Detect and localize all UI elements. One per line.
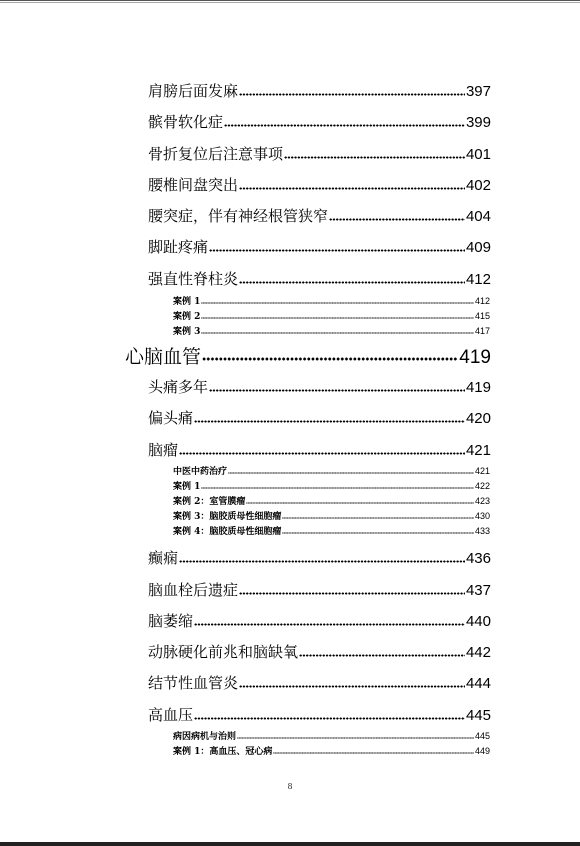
toc-entry-title: 案例 3 xyxy=(173,327,201,337)
toc-entry-title: 案例 3：脑胶质母性细胞瘤 xyxy=(173,512,282,522)
toc-subsection-entry[interactable] xyxy=(173,729,490,741)
toc-subsection-entry[interactable] xyxy=(173,309,490,321)
toc-entry-title: 头痛多年 xyxy=(148,378,209,396)
toc-entry-title: 腰突症，伴有神经根管狭窄 xyxy=(148,207,329,225)
toc-section-entry[interactable] xyxy=(148,672,491,692)
dot-leader xyxy=(224,123,465,127)
toc-section-entry[interactable] xyxy=(148,704,491,724)
page-bottom-border xyxy=(0,842,580,846)
toc-section-entry[interactable] xyxy=(148,236,491,256)
dot-leader xyxy=(282,517,474,519)
toc-subsection-entry[interactable] xyxy=(173,479,490,491)
toc-section-entry[interactable] xyxy=(148,268,491,288)
dot-leader xyxy=(284,155,465,159)
toc-section-entry[interactable] xyxy=(148,80,491,100)
toc-entry-page-number: 449 xyxy=(474,746,490,756)
toc-entry-title: 脑萎缩 xyxy=(148,612,194,630)
dot-leader xyxy=(282,532,474,534)
dot-leader xyxy=(209,248,465,252)
toc-entry-title: 腰椎间盘突出 xyxy=(148,176,239,194)
toc-section-entry[interactable] xyxy=(148,205,491,225)
toc-entry-page-number: 397 xyxy=(465,83,491,100)
toc-section-entry[interactable] xyxy=(148,111,491,131)
toc-subsection-entry[interactable] xyxy=(173,744,490,756)
toc-entry-page-number: 422 xyxy=(474,481,490,491)
toc-entry-page-number: 415 xyxy=(474,311,490,321)
toc-entry-title: 癫痫 xyxy=(148,549,179,567)
dot-leader xyxy=(246,502,474,504)
toc-entry-title: 案例 4：脑胶质母性细胞瘤 xyxy=(173,527,282,537)
toc-entry-title: 强直性脊柱炎 xyxy=(148,270,239,288)
toc-section-entry[interactable] xyxy=(148,610,491,630)
toc-entry-title: 案例 2：室管膜瘤 xyxy=(173,497,246,507)
toc-entry-title: 案例 1 xyxy=(173,297,201,307)
toc-subsection-entry[interactable] xyxy=(173,464,490,476)
toc-entry-page-number: 421 xyxy=(465,442,491,459)
dot-leader xyxy=(299,653,465,657)
dot-leader xyxy=(239,186,465,190)
toc-entry-page-number: 420 xyxy=(465,410,491,427)
toc-section-entry[interactable] xyxy=(148,143,491,163)
toc-entry-page-number: 445 xyxy=(474,731,490,741)
toc-subsection-entry[interactable] xyxy=(173,509,490,521)
toc-entry-title: 髌骨软化症 xyxy=(148,113,224,131)
toc-entry-title: 心脑血管 xyxy=(125,346,202,368)
toc-entry-title: 病因病机与治则 xyxy=(173,732,237,742)
dot-leader xyxy=(194,419,465,423)
toc-subsection-entry[interactable] xyxy=(173,294,490,306)
dot-leader xyxy=(329,217,465,221)
toc-entry-title: 案例 1：高血压、冠心病 xyxy=(173,747,273,757)
toc-entry-title: 脑瘤 xyxy=(148,441,179,459)
dot-leader xyxy=(201,487,474,489)
toc-entry-page-number: 436 xyxy=(465,550,491,567)
dot-leader xyxy=(194,716,465,720)
toc-section-entry[interactable] xyxy=(148,376,491,396)
toc-chapter-entry[interactable] xyxy=(125,342,491,366)
toc-entry-title: 脑血栓后遗症 xyxy=(148,581,239,599)
toc-entry-page-number: 440 xyxy=(465,613,491,630)
toc-entry-page-number: 419 xyxy=(465,379,491,396)
dot-leader xyxy=(179,451,465,455)
toc-entry-page-number: 437 xyxy=(465,582,491,599)
toc-entry-page-number: 421 xyxy=(474,466,490,476)
dot-leader xyxy=(239,684,465,688)
toc-entry-page-number: 404 xyxy=(465,208,491,225)
dot-leader xyxy=(228,472,474,474)
dot-leader xyxy=(201,302,474,304)
toc-entry-title: 动脉硬化前兆和脑缺氧 xyxy=(148,643,299,661)
dot-leader xyxy=(201,332,474,334)
toc-entry-page-number: 417 xyxy=(474,326,490,336)
toc-entry-page-number: 442 xyxy=(465,644,491,661)
toc-entry-page-number: 402 xyxy=(465,177,491,194)
toc-entry-page-number: 430 xyxy=(474,511,490,521)
toc-entry-page-number: 412 xyxy=(474,296,490,306)
dot-leader xyxy=(194,622,465,626)
page-number: 8 xyxy=(287,782,293,791)
toc-entry-page-number: 399 xyxy=(465,114,491,131)
toc-subsection-entry[interactable] xyxy=(173,324,490,336)
toc-entry-title: 偏头痛 xyxy=(148,409,194,427)
toc-entry-page-number: 423 xyxy=(474,496,490,506)
toc-entry-title: 案例 2 xyxy=(173,312,201,322)
dot-leader xyxy=(179,559,465,563)
toc-entry-page-number: 433 xyxy=(474,526,490,536)
toc-section-entry[interactable] xyxy=(148,641,491,661)
toc-entry-page-number: 445 xyxy=(465,707,491,724)
toc-entry-title: 高血压 xyxy=(148,706,194,724)
toc-section-entry[interactable] xyxy=(148,439,491,459)
toc-section-entry[interactable] xyxy=(148,579,491,599)
toc-entry-title: 肩膀后面发麻 xyxy=(148,82,239,100)
toc-entry-title: 结节性血管炎 xyxy=(148,674,239,692)
toc-entry-page-number: 409 xyxy=(465,239,491,256)
toc-entry-title: 脚趾疼痛 xyxy=(148,238,209,256)
toc-entry-title: 骨折复位后注意事项 xyxy=(148,145,284,163)
toc-subsection-entry[interactable] xyxy=(173,494,490,506)
dot-leader xyxy=(237,737,474,739)
toc-subsection-entry[interactable] xyxy=(173,524,490,536)
toc-entry-page-number: 444 xyxy=(465,675,491,692)
dot-leader xyxy=(202,356,458,361)
toc-section-entry[interactable] xyxy=(148,547,491,567)
dot-leader xyxy=(201,317,474,319)
dot-leader xyxy=(239,280,465,284)
toc-entry-page-number: 412 xyxy=(465,271,491,288)
toc-entry-page-number: 401 xyxy=(465,146,491,163)
dot-leader xyxy=(209,388,465,392)
toc-entry-page-number: 419 xyxy=(459,347,491,368)
toc-entry-title: 案例 1 xyxy=(173,482,201,492)
dot-leader xyxy=(273,752,474,754)
dot-leader xyxy=(239,591,465,595)
toc-section-entry[interactable] xyxy=(148,174,491,194)
dot-leader xyxy=(239,92,465,96)
toc-section-entry[interactable] xyxy=(148,407,491,427)
toc-entry-title: 中医中药治疗 xyxy=(173,467,228,477)
